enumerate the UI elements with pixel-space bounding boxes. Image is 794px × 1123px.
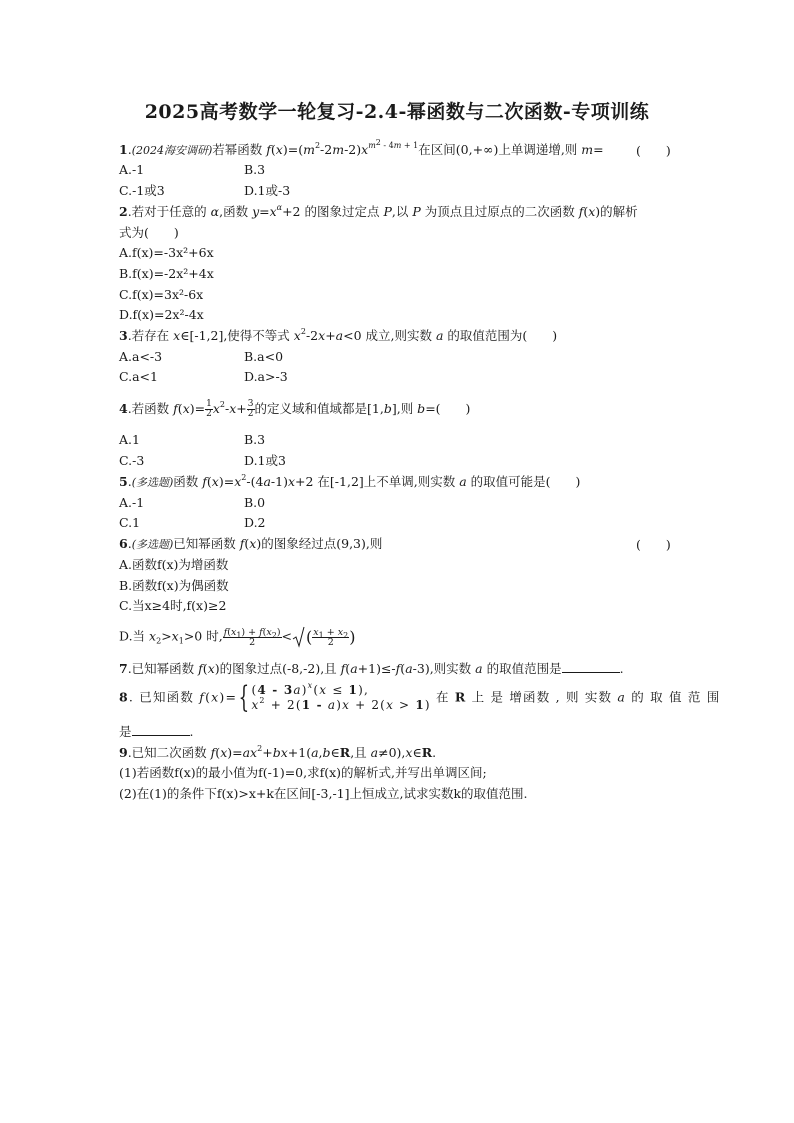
question-7: 7.已知幂函数 f(x)的图象过点(-8,-2),且 f(a+1)≤-f(a-3),则实数 a 的取值范围是 . [119,661,624,676]
option-d: D.1或-3 [244,183,291,198]
question-number: 9 [119,745,128,760]
option-a: A.a<-3 [119,349,163,364]
option-d: D.a>-3 [244,369,288,384]
option-d: D.2 [244,515,266,530]
option-c: C.1 [119,515,141,530]
question-1: 1.(2024海安调研)若幂函数 $f(x)=(m^2-2m-2)x^{m^2 - 4m + 1}$在区间(0,+∞)上单调递增,则 m= [119,138,604,157]
option-c: C.a<1 [119,369,158,384]
option-b: B.3 [244,432,266,447]
option-b: B.0 [244,495,266,510]
question-number: 4 [119,401,128,416]
question-2-cont: 式为( ) [119,225,179,240]
option-d: D.f(x)=2x²-4x [119,307,204,322]
option-b: B.f(x)=-2x²+4x [119,266,214,281]
option-b: B.函数f(x)为偶函数 [119,578,229,593]
option-d: D.1或3 [244,453,286,468]
question-9: 9.已知二次函数 $f(x)=ax^2+bx+1(a,b\in R$,且 a≠0),x∈R. [119,744,437,760]
question-5: 5.(多选题)函数 $f(x)=x^2-(4a-1)x+2$ 在[-1,2]上不单调,则实数 a 的取值可能是( ) [119,473,581,489]
option-c: C.-3 [119,453,145,468]
source-tag: (多选题) [131,538,174,551]
option-a: A.函数f(x)为增函数 [119,557,229,572]
question-2: 2.若对于任意的 α,函数 $y=x^\alpha+2$ 的图象过定点 P,以 P 为顶点且过原点的二次函数 f(x)的解析 [119,203,638,219]
option-c: C.当x≥4时,f(x)≥2 [119,598,227,613]
question-6: 6.(多选题)已知幂函数 f(x)的图象经过点(9,3),则 [119,536,383,551]
question-number: 3 [119,328,128,343]
option-a: A.-1 [119,495,145,510]
question-8-cont: 是 . [119,724,194,739]
option-a: A.-1 [119,162,145,177]
source-tag: (2024海安调研) [131,144,213,157]
answer-paren: ( ) [636,537,671,552]
option-d: D.当 $x_2>x_1>0$ 时, $\frac{f(x_1) + f(x_2)}{2}$ < ( $\frac{x_1 + x_2}{2}$ ) [119,626,356,648]
question-8: 8. 已知函数 f(x)={ (4 - 3a)$^x$(x ≤ 1), $x^2 + 2(1 - a)x + 2(x > 1)$ 在 R 上 是 增函数 , 则 实数 a 的 取 值 范 围 [119,680,721,715]
question-4: 4.若函数 f(x)= $\frac{1}{2}$ $x^2-x+$ $\frac{3}{2}$ 的定义域和值域都是[1,b],则 b=( ) [119,399,471,419]
question-number: 2 [119,204,128,219]
question-number: 1 [119,142,128,157]
question-number: 8 [119,689,129,705]
option-a: A.1 [119,432,140,447]
question-number: 7 [119,661,128,676]
question-3: 3.若存在 x∈[-1,2],使得不等式 $x^2-2x+a<0$ 成立,则实数 a 的取值范围为( ) [119,327,558,343]
source-tag: (多选题) [131,476,174,489]
option-b: B.3 [244,162,266,177]
question-number: 6 [119,536,128,551]
answer-paren: ( ) [636,143,671,158]
question-9-part-2: (2)在(1)的条件下f(x)>x+k在区间[-3,-1]上恒成立,试求实数k的取值范围. [119,786,528,801]
option-c: C.-1或3 [119,183,165,198]
answer-blank [562,661,620,673]
option-a: A.f(x)=-3x²+6x [119,245,214,260]
option-c: C.f(x)=3x²-6x [119,287,204,302]
question-number: 5 [119,474,128,489]
radical-sign-icon [292,626,306,648]
page-title: 2025高考数学一轮复习-2.4-幂函数与二次函数-专项训练 [144,101,650,123]
option-b: B.a<0 [244,349,284,364]
question-9-part-1: (1)若函数f(x)的最小值为f(-1)=0,求f(x)的解析式,并写出单调区间; [119,765,487,780]
answer-blank [132,724,190,736]
